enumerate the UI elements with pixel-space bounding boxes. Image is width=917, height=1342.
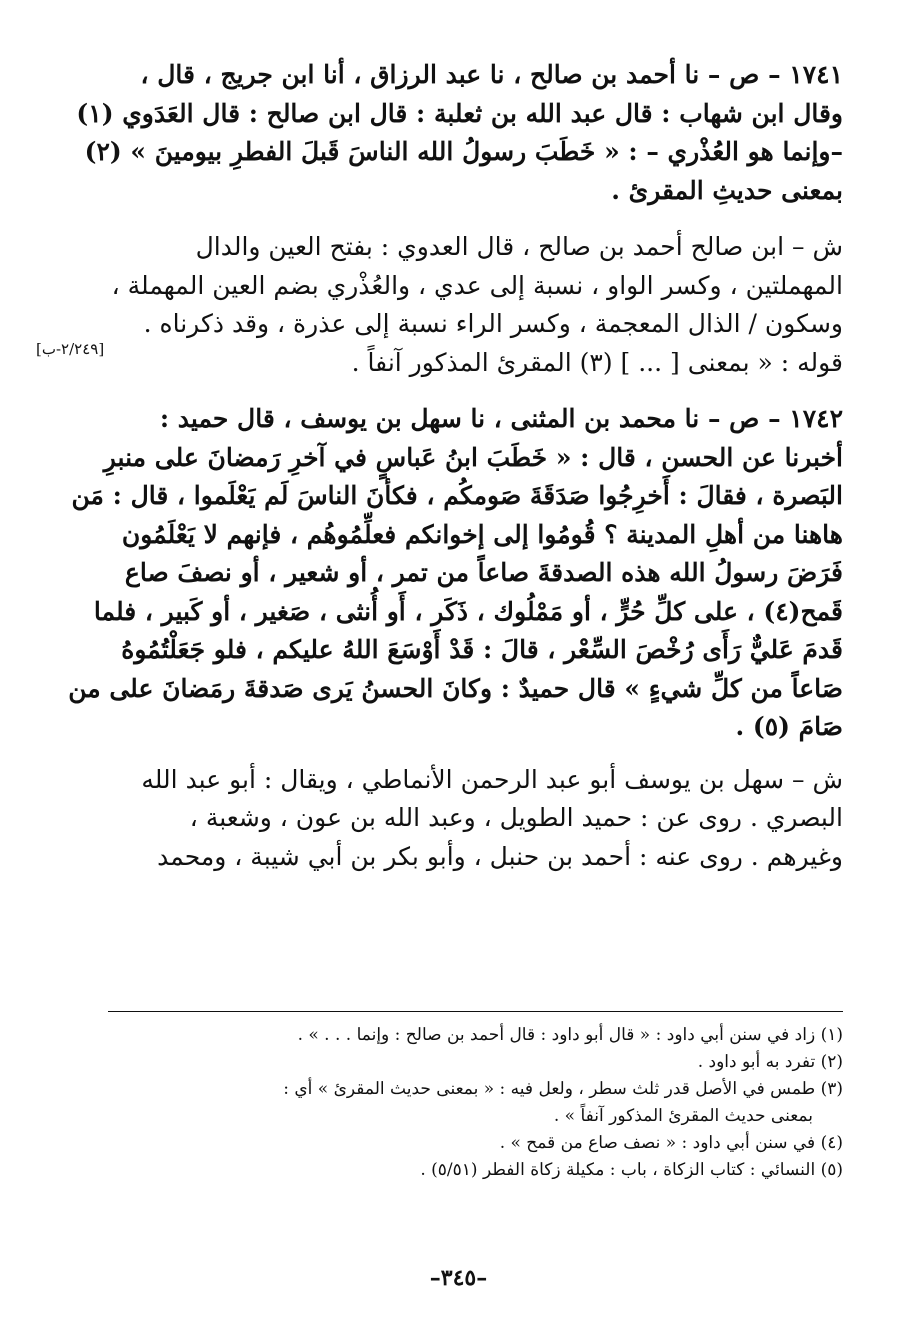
text-line: ١٧٤١ – ص – نا أحمد بن صالح ، نا عبد الرزاق ، أنا ابن جريج ، قال ، xyxy=(140,60,843,89)
text-line: وسكون / الذال المعجمة ، وكسر الراء نسبة إلى عذرة ، وقد ذكرناه . xyxy=(143,309,843,338)
manuscript-folio-note: [٢/٢٤٩-ب] xyxy=(36,340,105,358)
text-line: ١٧٤٢ – ص – نا محمد بن المثنى ، نا سهل بن يوسف ، قال حميد : xyxy=(159,404,843,433)
text-line: البصري . روى عن : حميد الطويل ، وعبد الله بن عون ، وشعبة ، xyxy=(189,803,843,832)
footnote-2: (٢) تفرد به أبو داود . xyxy=(697,1052,843,1072)
footnote-3-continuation: بمعنى حديث المقرئ المذكور آنفاً » . xyxy=(553,1106,813,1126)
hadith-1741 xyxy=(76,56,843,210)
text-line: هاهنا من أهلِ المدينة ؟ قُومُوا إلى إخوانكم فعلِّمُوهُم ، فإنهم لا يَعْلَمُون xyxy=(121,519,843,549)
page-number: –٣٤٥– xyxy=(429,1265,488,1291)
text-line: قَمح(٤) ، على كلِّ حُرٍّ ، أو مَمْلُوك ، ذَكَر ، أَو أُنثى ، صَغير ، أو كَبير ، فلما xyxy=(93,596,843,626)
footnote-3: (٣) طمس في الأصل قدر ثلث سطر ، ولعل فيه : « بمعنى حديث المقرئ » أي : xyxy=(283,1079,843,1099)
footnote-divider xyxy=(108,1011,843,1012)
text-line: قوله : « بمعنى [ ... ] (٣) المقرئ المذكور آنفاً . xyxy=(351,347,843,377)
text-line: قَدمَ عَليٌّ رَأَى رُخْصَ السِّعْر ، قالَ : قَدْ أَوْسَعَ اللهُ عليكم ، فلو جَعَلْتُمُوهُ xyxy=(121,635,843,664)
text-line: وقال ابن شهاب : قال عبد الله بن ثعلبة : قال ابن صالح : قال العَدَوي (١) xyxy=(76,98,843,128)
hadith-1742 xyxy=(68,400,843,747)
text-line: ش – ابن صالح أحمد بن صالح ، قال العدوي : بفتح العين والدال xyxy=(195,232,843,261)
text-line: صَامَ (٥) . xyxy=(735,712,843,741)
text-line: البَصرة ، فقالَ : أَخرِجُوا صَدَقَةَ صَومكُم ، فكأنَ الناسَ لَم يَعْلَموا ، قال : مَن xyxy=(71,481,843,510)
text-line: –وإنما هو العُذْري – : « خَطَبَ رسولُ الله الناسَ قَبلَ الفطرِ بيومينَ » (٢) xyxy=(84,137,843,166)
text-line: ش – سهل بن يوسف أبو عبد الرحمن الأنماطي ، ويقال : أبو عبد الله xyxy=(141,764,843,794)
footnote-4: (٤) في سنن أبي داود : « نصف صاع من قمح » . xyxy=(499,1133,843,1153)
text-line: صَاعاً من كلِّ شيءٍ » قال حميدٌ : وكانَ الحسنُ يَرى صَدقةَ رمَضانَ على من xyxy=(68,673,843,703)
text-line: بمعنى حديثِ المقرئ . xyxy=(611,175,843,205)
footnote-5: (٥) النسائي : كتاب الزكاة ، باب : مكيلة زكاة الفطر (٥/٥١) . xyxy=(420,1160,843,1180)
text-line: أخبرنا عن الحسن ، قال : « خَطَبَ ابنُ عَباسٍ في آخرِ رَمضانَ على منبرِ xyxy=(103,442,843,472)
footnotes xyxy=(108,1022,843,1184)
text-line: وغيرهم . روى عنه : أحمد بن حنبل ، وأبو بكر بن أبي شيبة ، ومحمد xyxy=(157,841,843,871)
text-line: المهملتين ، وكسر الواو ، نسبة إلى عدي ، والعُذْري بضم العين المهملة ، xyxy=(111,270,843,300)
footnote-1: (١) زاد في سنن أبي داود : « قال أبو داود : قال أحمد بن صالح : وإنما . . . » . xyxy=(297,1025,843,1045)
commentary-1742 xyxy=(108,761,843,877)
text-line: فَرَضَ رسولُ الله هذه الصدقةَ صاعاً من تمر ، أو شعير ، أو نصفَ صاع xyxy=(124,558,843,587)
commentary-1741 xyxy=(108,228,843,382)
